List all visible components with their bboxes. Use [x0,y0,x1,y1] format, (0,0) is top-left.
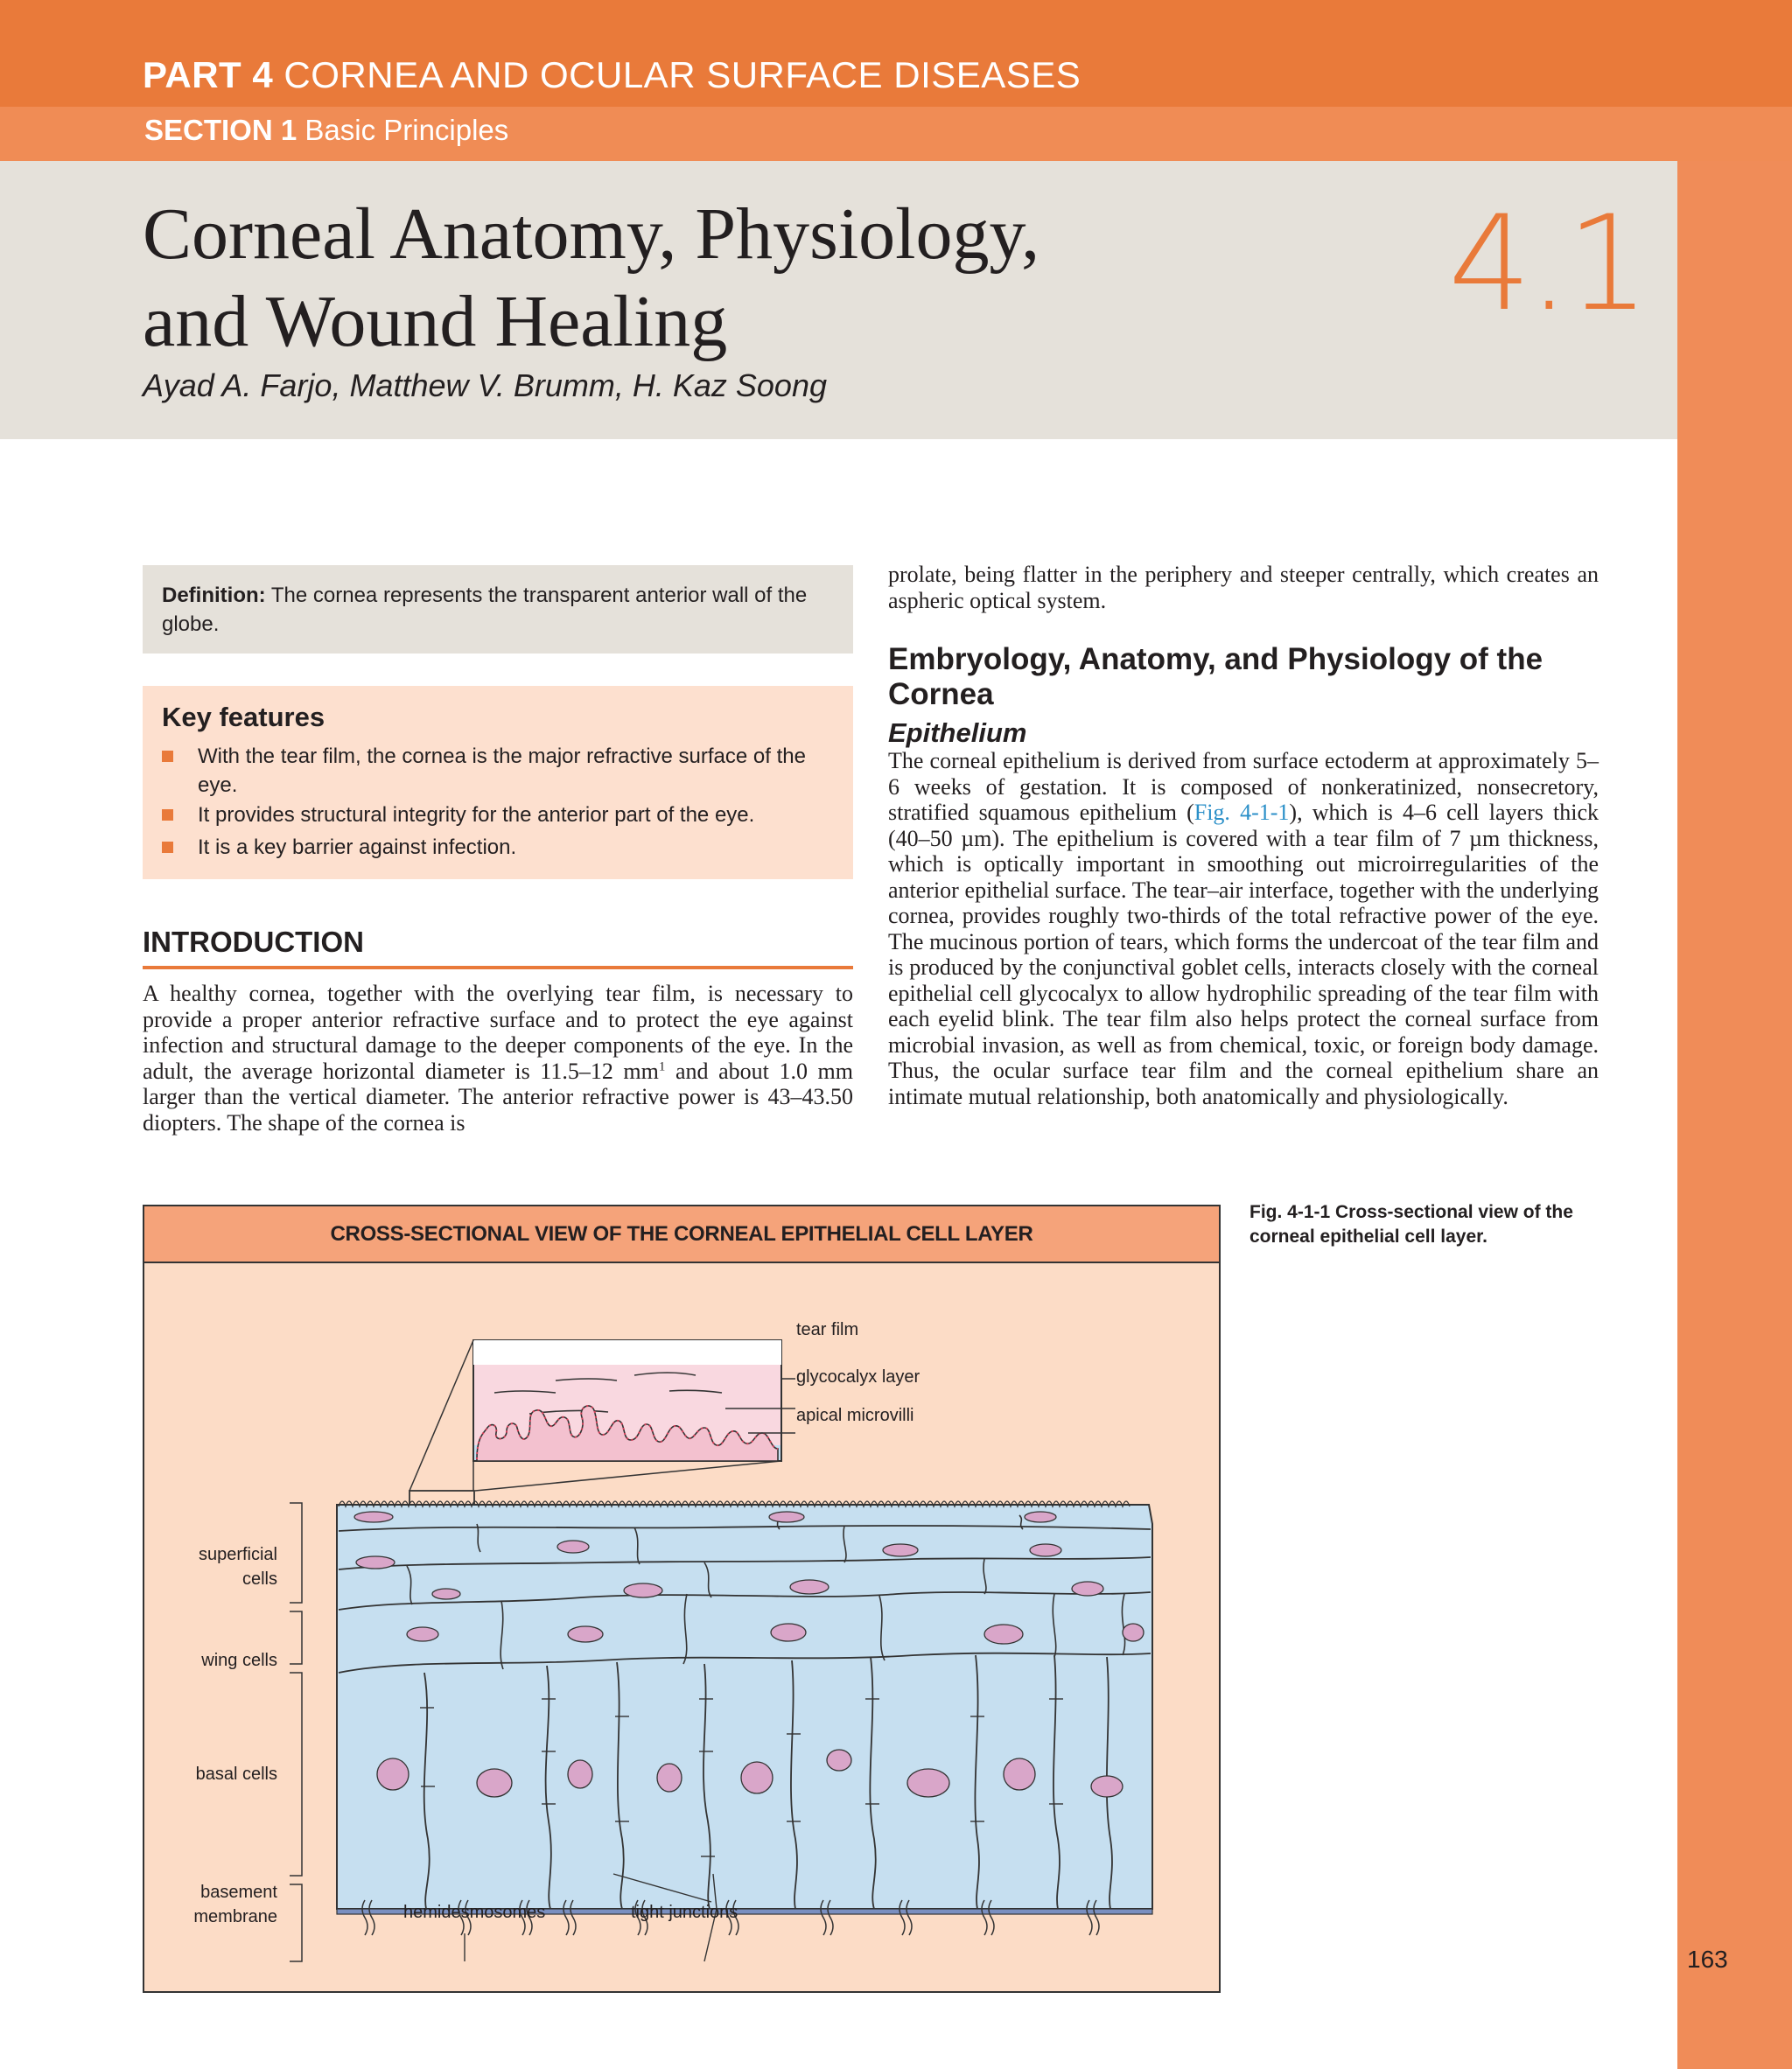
definition-text: Definition: The cornea represents the transparent anterior wall of the globe. [162,584,808,636]
introduction-paragraph: A healthy cornea, together with the overlying tear film, is necessary to provide a proper anterior refractive surface and to protect the eye against infection and structural damage to the deeper components of the eye. In the adult, the average horizontal diameter is 11.5–12 $mm^1$ and about 1.0 mm larger than the vertical diameter. The anterior refractive power is 43–43.50 diopters. The shape of the cornea is [143,981,853,1136]
page-number: 163 [1687,1946,1728,1973]
label-tear-film: tear film [796,1320,859,1339]
figure-header-band [144,1206,1219,1263]
chapter-title [143,191,1280,366]
continuation-paragraph: prolate, being flatter in the periphery and steeper centrally, which creates an aspheric optical system. [888,562,1599,613]
key-feature-item: It provides structural integrity for the anterior part of the eye. [162,800,836,829]
label-hemidesmosomes: hemidesmosomes [403,1903,546,1922]
figure-caption: Fig. 4-1-1 Cross-sectional view of the corneal epithelial cell layer. [1250,1202,1573,1247]
bullet-square-icon [162,751,173,762]
label-tight-junctions: tight junctions [631,1903,738,1922]
chapter-number: 4.1 [1448,188,1647,340]
key-feature-item: It is a key barrier against infection. [162,833,836,862]
bullet-square-icon [162,842,173,853]
section-heading-embryology: Embryology, Anatomy, and Physiology of the Cornea [888,642,1544,711]
inset-magnified-view [410,1340,795,1512]
label-superficial-cells: superficial cells [198,1545,277,1589]
chapter-authors: Ayad A. Farjo, Matthew V. Brumm, H. Kaz Soong [143,367,827,403]
epithelium-cell-layers [337,1501,1152,1935]
chapter-title-line-1: Corneal Anatomy, Physiology, [143,193,1040,275]
layer-brackets [290,1503,302,1961]
label-glycocalyx-layer: glycocalyx layer [796,1367,920,1387]
epithelium-diagram [144,1262,1219,1993]
bullet-square-icon [162,809,173,821]
key-feature-item: With the tear film, the cornea is the major refractive surface of the eye. [162,742,836,800]
subheading-epithelium: Epithelium [888,717,1027,748]
chapter-title-line-2: and Wound Healing [143,281,728,362]
label-basal-cells: basal cells [195,1765,277,1784]
label-basement-membrane: basement membrane [193,1883,277,1926]
section-heading: SECTION 1 Basic Principles [144,114,509,146]
label-apical-microvilli: apical microvilli [796,1406,914,1425]
key-features-title: Key features [162,702,326,732]
figure-reference-link[interactable]: Fig. 4-1-1 [1194,800,1290,825]
epithelium-paragraph: The corneal epithelium is derived from surface ectoderm at approximately 5–6 weeks of gestation. It is composed of nonkeratinized, nonsecretory, stratified squamous epithelium (Fig. 4-1-1), which is 4–6 cell layers thick (40–50 µm). The epithelium is covered with a tear film of 7 µm thickness, which is optically important in smoothing out microirregularities of the anterior epithelial surface. The tear–air interface, together with the underlying cornea, provides roughly two-thirds of the total refractive power of the eye. The mucinous portion of tears, which forms the undercoat of the tear film and is produced by the conjunctival goblet cells, interacts closely with the corneal epithelial cell glycocalyx to allow hydrophilic spreading of the tear film with each eyelid blink. The tear film also helps protect the corneal surface from microbial invasion, as well as from chemical, toxic, or foreign body damage. Thus, the ocular surface tear film and the corneal epithelium share an intimate mutual relationship, both anatomically and physiologically. [888,748,1600,1109]
definition-label: Definition: [162,584,266,607]
part-heading: PART 4 CORNEA AND OCULAR SURFACE DISEASES [143,54,1082,95]
introduction-heading: INTRODUCTION [143,926,364,958]
heading-rule [143,966,853,969]
citation-superscript[interactable]: 1 [658,1059,666,1073]
right-margin-strip [1677,161,1792,2069]
figure-frame [143,1205,1221,1993]
figure-header-title: CROSS-SECTIONAL VIEW OF THE CORNEAL EPITHELIAL CELL LAYER [330,1222,1033,1246]
label-wing-cells: wing cells [201,1651,277,1670]
